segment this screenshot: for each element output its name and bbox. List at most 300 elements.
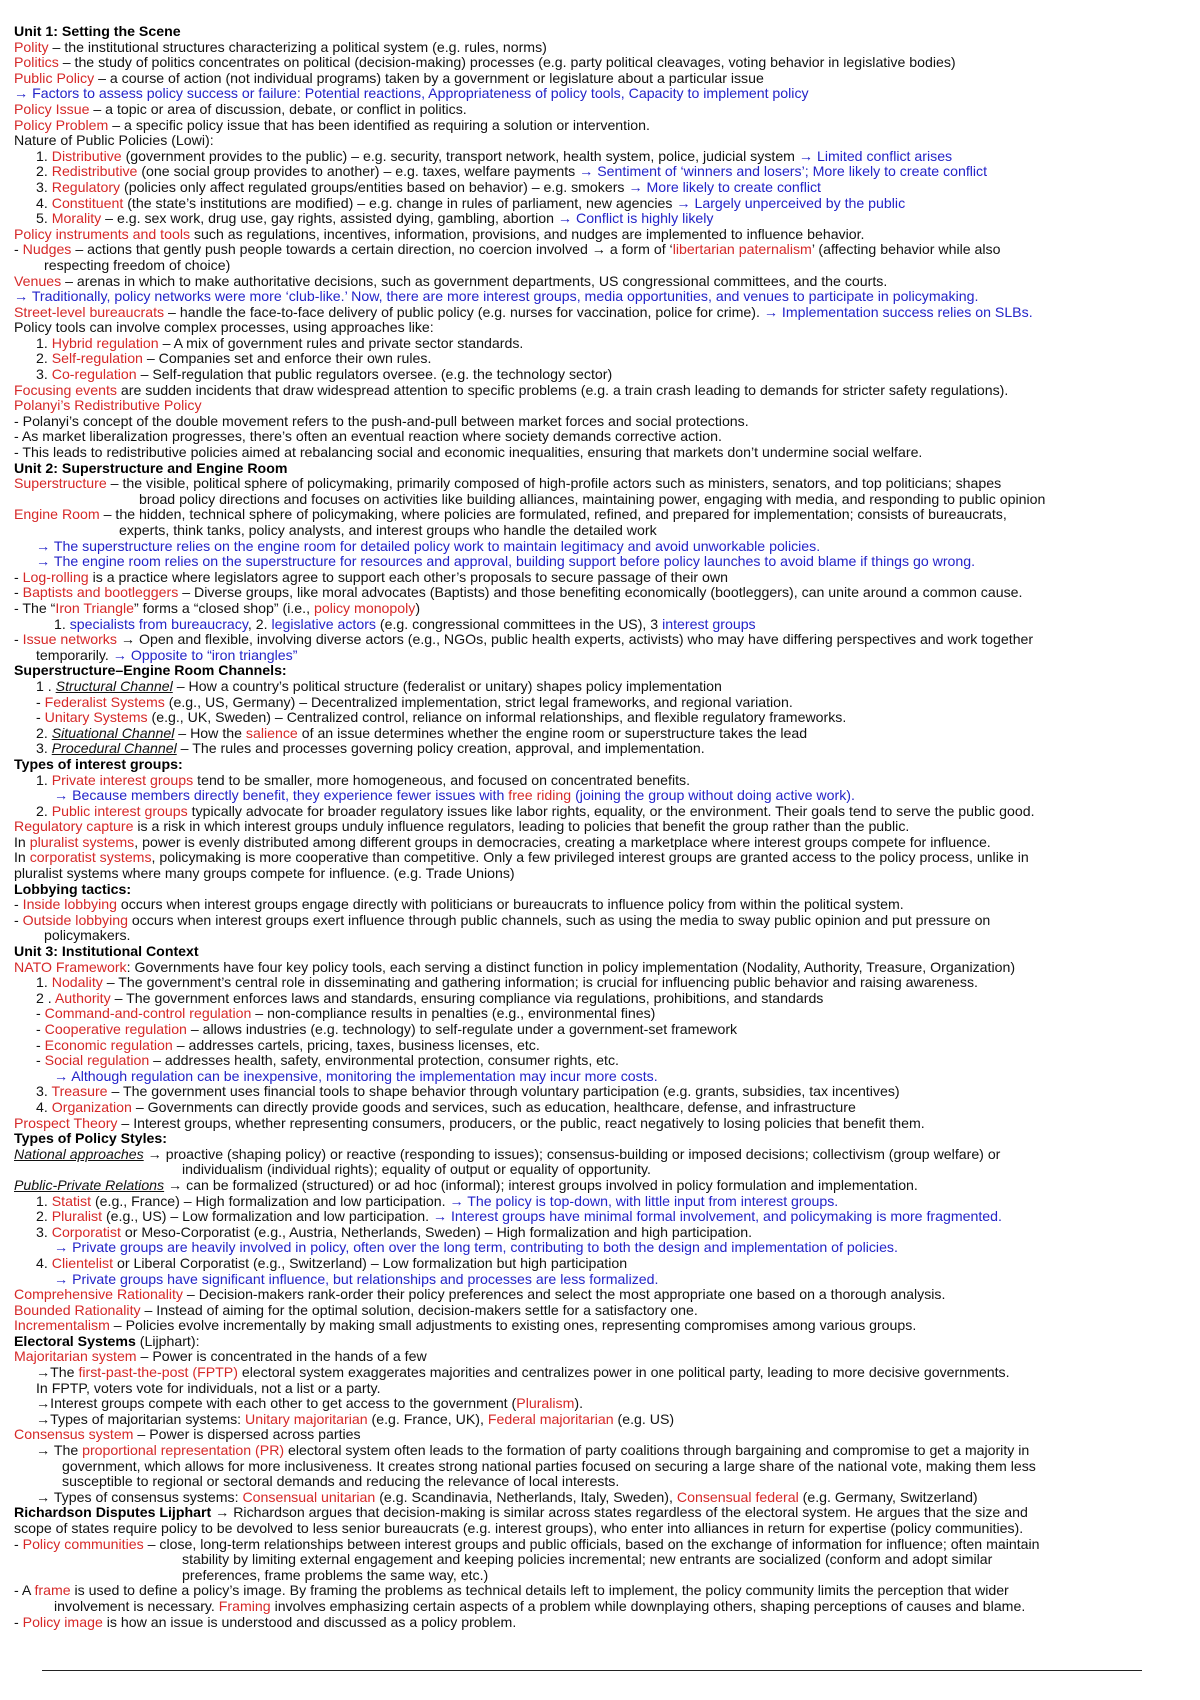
- body-text: Lobbying tactics:: [14, 880, 132, 897]
- note-line: [14, 1100, 1186, 1116]
- body-text: or Meso-Corporatist (e.g., Austria, Netherlands, Sweden) – High formalization and high participation.: [120, 1223, 753, 1240]
- term-text: Consensual federal: [676, 1488, 799, 1505]
- body-text: → proactive (shaping policy) or reactive (responding to issues); consensus-building or imposed decisions; collectivism (group welfare) or: [143, 1145, 1001, 1162]
- term-text: Venues: [14, 272, 62, 289]
- section-heading: [14, 882, 1186, 898]
- body-text: government, which allows for more inclusiveness. It creates strong national parties focused on securing a large share of the national vote, making them less: [62, 1457, 1036, 1474]
- note-line: [14, 523, 1186, 539]
- note-line: [14, 180, 1186, 196]
- term-text: Log-rolling: [22, 568, 89, 585]
- term-text: policy monopoly: [313, 599, 416, 616]
- note-line: [14, 86, 1186, 102]
- note-line: [14, 1240, 1186, 1256]
- body-text: – Governments can directly provide goods and services, such as education, healthcare, defense, and infrastructure: [131, 1098, 856, 1115]
- body-text: – actions that gently push people towards a certain direction, no coercion involved → a form of ‘: [71, 241, 673, 258]
- note-line: [14, 242, 1186, 258]
- body-text: Types of Policy Styles:: [14, 1130, 167, 1147]
- term-text: Superstructure: [14, 475, 107, 492]
- annotation-text: → The policy is top-down, with little input from interest groups.: [449, 1192, 839, 1209]
- note-line: [14, 1162, 1186, 1178]
- body-text: susceptible to regional or sectoral demands and reducing the relevance of local interests.: [62, 1473, 620, 1490]
- term-text: Clientelist: [51, 1254, 114, 1271]
- note-line: [14, 211, 1186, 227]
- body-text: - This leads to redistributive policies aimed at rebalancing social and economic inequalities, ensuring that markets don’t undermine social welfare.: [14, 444, 923, 461]
- body-text: Unit 1: Setting the Scene: [14, 23, 181, 39]
- annotation-text: → Limited conflict arises: [798, 147, 953, 164]
- note-line: [14, 850, 1186, 866]
- note-line: [14, 274, 1186, 290]
- body-text: , 2.: [247, 615, 272, 632]
- note-line: [14, 1365, 1186, 1381]
- body-text: →Types of majoritarian systems:: [36, 1410, 246, 1427]
- body-text: In: [14, 833, 30, 850]
- annotation-text: → Private groups have significant influence, but relationships and processes are less formalized.: [54, 1270, 659, 1287]
- annotation-text: (joining the group without doing active work).: [571, 787, 855, 804]
- note-line: [14, 835, 1186, 851]
- note-line: [14, 1459, 1186, 1475]
- note-line: [14, 102, 1186, 118]
- body-text: → Richardson argues that decision-making is similar across states regardless of the electoral system. He argues that the size and: [211, 1504, 1028, 1521]
- body-text: is how an issue is understood and discussed as a policy problem.: [102, 1613, 517, 1630]
- term-text: Regulatory: [51, 178, 121, 195]
- term-text: Policy image: [22, 1613, 103, 1630]
- body-text: – the hidden, technical sphere of policymaking, where policies are formulated, refined, and prepared for implementation; consists of bureaucrats,: [99, 506, 1007, 523]
- body-text: (e.g. Germany, Switzerland): [798, 1488, 978, 1505]
- underlined-term: Situational Channel: [51, 724, 175, 741]
- body-text: – e.g. sex work, drug use, gay rights, assisted dying, gambling, abortion: [101, 210, 558, 227]
- note-line: [14, 71, 1186, 87]
- body-text: (e.g. congressional committees in the US), 3: [376, 615, 663, 632]
- body-text: 1.: [36, 147, 52, 164]
- body-text: 1.: [36, 974, 52, 991]
- annotation-text: → More likely to create conflict: [628, 178, 821, 195]
- term-text: Federal majoritarian: [487, 1410, 614, 1427]
- body-text: ): [415, 599, 421, 616]
- annotation-text: → Largely unperceived by the public: [676, 194, 906, 211]
- body-text: broad policy directions and focuses on activities like building alliances, maintaining power, engaging with media, and responding to public opinion: [139, 490, 1046, 507]
- note-line: [14, 133, 1186, 149]
- body-text: – How the: [174, 724, 246, 741]
- note-line: [14, 585, 1186, 601]
- body-text: (policies only affect regulated groups/entities based on behavior) – e.g. smokers: [120, 178, 629, 195]
- body-text: 1.: [54, 615, 70, 632]
- term-text: Outside lobbying: [22, 911, 128, 928]
- body-text: electoral system often leads to the formation of party coalitions through bargaining and compromise to get a majority in: [284, 1442, 1030, 1459]
- body-text: – arenas in which to make authoritative decisions, such as government departments, US congressional committees, and the courts.: [61, 272, 888, 289]
- note-line: [14, 710, 1186, 726]
- note-line: [14, 289, 1186, 305]
- body-text: 4.: [36, 1098, 52, 1115]
- body-text: – Power is concentrated in the hands of a few: [136, 1348, 427, 1365]
- body-text: policymakers.: [44, 927, 131, 944]
- body-text: Policy tools can involve complex processes, using approaches like:: [14, 319, 434, 336]
- body-text: typically advocate for broader regulatory issues like labor rights, equality, or the environment. Their goals tend to serve the public good.: [187, 802, 1035, 819]
- body-text: →The: [36, 1364, 79, 1381]
- note-line: [14, 414, 1186, 430]
- body-text: is used to define a policy’s image. By framing the problems as technical details left to implement, the policy community limits the perception that wider: [70, 1582, 1009, 1599]
- note-line: [14, 1209, 1186, 1225]
- term-text: Federalist Systems: [44, 693, 165, 710]
- term-text: Public Policy: [14, 69, 95, 86]
- body-text: involvement is necessary.: [54, 1597, 219, 1614]
- term-text: Politics: [14, 54, 59, 71]
- body-text: (the state’s institutions are modified) – e.g. change in rules of parliament, new agencies: [123, 194, 677, 211]
- body-text: pluralist systems where many groups compete for influence. (e.g. Trade Unions): [14, 865, 515, 882]
- term-text: Distributive: [51, 147, 122, 164]
- term-text: Comprehensive Rationality: [14, 1286, 183, 1303]
- annotation-text: → The engine room relies on the superstructure for resources and approval, building support before policy launches to avoid blame if things go wrong.: [36, 553, 976, 570]
- note-line: [14, 975, 1186, 991]
- body-text: (one social group provides to another) – e.g. taxes, welfare payments: [137, 163, 580, 180]
- term-text: Issue networks: [22, 631, 117, 648]
- body-text: – Instead of aiming for the optimal solution, decision-makers settle for a satisfactory one.: [140, 1301, 698, 1318]
- body-text: – Policies evolve incrementally by making small adjustments to existing ones, representing compromises among various groups.: [109, 1317, 917, 1334]
- body-text: – The government enforces laws and standards, ensuring compliance via regulations, prohibitions, and standards: [110, 989, 824, 1006]
- term-text: Unitary majoritarian: [245, 1410, 368, 1427]
- annotation-text: specialists from bureaucracy: [69, 615, 248, 632]
- note-line: [14, 648, 1186, 664]
- body-text: - A: [14, 1582, 35, 1599]
- body-text: is a practice where legislators agree to support each other’s proposals to secure passage of their own: [88, 568, 728, 585]
- term-text: Policy Problem: [14, 116, 109, 133]
- note-line: [14, 539, 1186, 555]
- term-text: Prospect Theory: [14, 1114, 118, 1131]
- body-text: such as regulations, incentives, information, provisions, and nudges are implemented to influence behavior.: [190, 225, 865, 242]
- body-text: 1.: [36, 334, 52, 351]
- note-line: [14, 913, 1186, 929]
- body-text: → Types of consensus systems:: [36, 1488, 243, 1505]
- body-text: – Self-regulation that public regulators oversee. (e.g. the technology sector): [136, 366, 613, 383]
- annotation-text: → Implementation success relies on SLBs.: [763, 303, 1033, 320]
- note-line: [14, 1412, 1186, 1428]
- body-text: (e.g. Scandinavia, Netherlands, Italy, Sweden),: [375, 1488, 677, 1505]
- body-text: – The rules and processes governing policy creation, approval, and implementation.: [176, 740, 705, 757]
- term-text: pluralist systems: [29, 833, 135, 850]
- note-line: [14, 928, 1186, 944]
- note-line: [14, 1505, 1186, 1521]
- note-line: [14, 1303, 1186, 1319]
- body-text: 3.: [36, 1083, 52, 1100]
- body-text: -: [14, 1535, 23, 1552]
- note-line: [14, 1521, 1186, 1537]
- body-text: -: [36, 1005, 45, 1022]
- body-text: – the visible, political sphere of policymaking, primarily composed of high-profile actors such as ministers, senators, and top politicians; shapes: [106, 475, 1002, 492]
- body-text: In FPTP, voters vote for individuals, not a list or a party.: [36, 1379, 381, 1396]
- body-text: – addresses cartels, pricing, taxes, business licenses, etc.: [172, 1036, 540, 1053]
- note-line: [14, 1147, 1186, 1163]
- note-line: [14, 570, 1186, 586]
- body-text: – allows industries (e.g. technology) to self-regulate under a government-set framework: [186, 1021, 738, 1037]
- bottom-divider: [42, 1670, 1142, 1671]
- note-line: [14, 1443, 1186, 1459]
- note-line: [14, 632, 1186, 648]
- body-text: of an issue determines whether the engine room or superstructure takes the lead: [297, 724, 808, 741]
- note-line: [14, 507, 1186, 523]
- body-text: – Diverse groups, like moral advocates (Baptists) and those benefiting economically (bootleggers), can unite around a common cause.: [178, 584, 1023, 601]
- note-line: [14, 445, 1186, 461]
- body-text: -: [36, 693, 45, 710]
- body-text: – close, long-term relationships between interest groups and public officials, based on the exchange of information for influence; often maintain: [143, 1535, 1040, 1552]
- note-line: [14, 1490, 1186, 1506]
- note-line: [14, 1225, 1186, 1241]
- note-line: [14, 492, 1186, 508]
- body-text: respecting freedom of choice): [44, 256, 231, 273]
- note-line: [14, 1318, 1186, 1334]
- body-text: or Liberal Corporatist (e.g., Switzerland) – Low formalization but high participation: [113, 1254, 628, 1271]
- body-text: -: [14, 568, 23, 585]
- term-text: Nodality: [51, 974, 103, 991]
- body-text: , policymaking is more cooperative than competitive. Only a few privileged interest groups are granted access to the policy process, unlike in: [151, 849, 1029, 866]
- body-text: Types of interest groups:: [14, 755, 183, 772]
- underlined-term: National approaches: [14, 1145, 144, 1162]
- body-text: – a topic or area of discussion, debate, or conflict in politics.: [89, 100, 467, 117]
- note-line: [14, 991, 1186, 1007]
- term-text: Majoritarian system: [14, 1348, 137, 1365]
- annotation-text: → Factors to assess policy success or failure: Potential reactions, Appropriateness of policy tools, Capacity to implement policy: [14, 85, 809, 102]
- note-line: [14, 1116, 1186, 1132]
- body-text: → Open and flexible, involving diverse actors (e.g., NGOs, public health experts, activists) who may have differing perspectives and work together: [116, 631, 1034, 648]
- body-text: is a risk in which interest groups unduly influence regulators, leading to policies that benefit the group rather than the public.: [133, 818, 910, 835]
- term-text: Corporatist: [51, 1223, 121, 1240]
- body-text: : Governments have four key policy tools, each serving a distinct function in policy implementation (Nodality, Authority, Treasure, Organization): [126, 958, 1016, 975]
- note-line: [14, 1474, 1186, 1490]
- body-text: tend to be smaller, more homogeneous, and focused on concentrated benefits.: [193, 771, 691, 788]
- term-text: Co-regulation: [51, 366, 137, 383]
- body-text: – a course of action (not individual programs) taken by a government or legislature about a particular issue: [94, 69, 764, 86]
- body-text: experts, think tanks, policy analysts, and interest groups who handle the detailed work: [119, 522, 657, 538]
- body-text: are sudden incidents that draw widespread attention to specific problems (e.g. a train crash leading to demands for stricter safety regulations).: [116, 381, 1009, 398]
- underlined-term: Public-Private Relations: [14, 1176, 165, 1193]
- section-heading: [14, 757, 1186, 773]
- body-text: – Companies set and enforce their own rules.: [142, 350, 432, 367]
- annotation-text: interest groups: [662, 615, 756, 632]
- note-line: [14, 336, 1186, 352]
- note-line: [14, 1599, 1186, 1615]
- body-text: individualism (individual rights); equality of output or equality of opportunity.: [182, 1161, 651, 1178]
- body-text: 4.: [36, 194, 52, 211]
- note-line: [14, 351, 1186, 367]
- annotation-text: → Conflict is highly likely: [557, 210, 714, 227]
- term-text: Bounded Rationality: [14, 1301, 141, 1318]
- note-line: [14, 804, 1186, 820]
- term-text: Statist: [51, 1192, 92, 1209]
- body-text: – a specific policy issue that has been identified as requiring a solution or intervention.: [108, 116, 650, 133]
- term-text: corporatist systems: [29, 849, 152, 866]
- note-line: [14, 149, 1186, 165]
- body-text: -: [14, 241, 23, 258]
- note-line: [14, 383, 1186, 399]
- body-text: stability by limiting external engagement and keeping policies incremental; new entrants are socialized (conform and adopt similar: [182, 1551, 993, 1568]
- body-text: -: [14, 631, 23, 648]
- body-text: -: [36, 709, 45, 726]
- term-text: libertarian paternalism: [672, 241, 812, 258]
- note-line: [14, 1256, 1186, 1272]
- annotation-text: → Traditionally, policy networks were more ‘club-like.’ Now, there are more interest groups, media opportunities, and venues to participate in policymaking.: [14, 288, 979, 305]
- underlined-term: Procedural Channel: [51, 740, 177, 757]
- body-text: 3.: [36, 366, 52, 383]
- note-line: [14, 1022, 1186, 1038]
- term-text: Unitary Systems: [44, 709, 148, 726]
- note-line: [14, 1396, 1186, 1412]
- term-text: Polanyi’s Redistributive Policy: [14, 397, 202, 414]
- body-text: In: [14, 849, 30, 866]
- body-text: → The: [36, 1442, 83, 1459]
- note-line: [14, 118, 1186, 134]
- term-text: Policy instruments and tools: [14, 225, 191, 242]
- section-heading: [14, 944, 1186, 960]
- note-line: [14, 601, 1186, 617]
- annotation-text: → Interest groups have minimal formal involvement, and policymaking is more fragmented.: [432, 1208, 1002, 1225]
- body-text: -: [14, 1613, 23, 1630]
- body-text: occurs when interest groups exert influence through public channels, such as using the media to sway public opinion and put pressure on: [127, 911, 991, 928]
- body-text: (e.g., US) – Low formalization and low participation.: [102, 1208, 433, 1225]
- note-line: [14, 960, 1186, 976]
- note-line: [14, 40, 1186, 56]
- term-text: Hybrid regulation: [51, 334, 159, 351]
- body-text: 1 .: [36, 677, 56, 694]
- note-line: [14, 1006, 1186, 1022]
- body-text: – The government uses financial tools to shape behavior through voluntary participation (e.g. grants, subsidies, tax incentives): [107, 1083, 900, 1100]
- body-text: 3.: [36, 1223, 52, 1240]
- body-text: ” forms a “closed shop” (i.e.,: [134, 599, 314, 616]
- body-text: – the institutional structures characterizing a political system (e.g. rules, norms): [48, 38, 547, 55]
- term-text: Organization: [51, 1098, 132, 1115]
- note-line: [14, 1381, 1186, 1397]
- term-text: Engine Room: [14, 506, 100, 523]
- body-text: - Polanyi’s concept of the double movement refers to the push-and-pull between market forces and social protections.: [14, 412, 749, 429]
- note-line: [14, 866, 1186, 882]
- body-text: (government provides to the public) – e.g. security, transport network, health system, police, judicial system: [121, 147, 799, 164]
- body-text: 1.: [36, 771, 52, 788]
- term-text: proportional representation (PR): [82, 1442, 285, 1459]
- body-text: 1.: [36, 1192, 52, 1209]
- body-text: -: [14, 584, 23, 601]
- term-text: Street-level bureaucrats: [14, 303, 165, 320]
- body-text: involves emphasizing certain aspects of a problem while downplaying others, shaping perceptions of causes and blame.: [270, 1597, 1026, 1614]
- body-text: Superstructure–Engine Room Channels:: [14, 662, 287, 679]
- body-text: – the study of politics concentrates on political (decision-making) processes (e.g. party political cleavages, voting behavior in legislative bodies): [58, 54, 956, 71]
- body-text: 2.: [36, 163, 52, 180]
- body-text: temporarily.: [36, 646, 113, 663]
- term-text: Social regulation: [44, 1052, 150, 1069]
- note-line: [14, 1069, 1186, 1085]
- note-line: [14, 1568, 1186, 1584]
- body-text: (e.g., France) – High formalization and low participation.: [91, 1192, 450, 1209]
- body-text: (e.g., UK, Sweden) – Centralized control, reliance on informal relationships, and flexible regulatory frameworks.: [147, 709, 847, 726]
- body-text: →Interest groups compete with each other to get access to the government (: [36, 1395, 517, 1412]
- note-line: [14, 1427, 1186, 1443]
- section-heading: [14, 1131, 1186, 1147]
- term-text: Redistributive: [51, 163, 138, 180]
- term-text: Self-regulation: [51, 350, 143, 367]
- note-line: [14, 164, 1186, 180]
- note-line: [14, 1334, 1186, 1350]
- body-text: – addresses health, safety, environmental protection, consumer rights, etc.: [149, 1052, 619, 1069]
- note-line: [14, 1537, 1186, 1553]
- body-text: -: [36, 1036, 45, 1053]
- term-text: Baptists and bootleggers: [22, 584, 179, 601]
- body-text: scope of states require policy to be devolved to less senior bureaucrats (e.g. interest groups), who enter into alliances in return for expertise (policy communities).: [14, 1520, 1024, 1536]
- term-text: Pluralist: [51, 1208, 103, 1225]
- body-text: 2.: [36, 724, 52, 741]
- note-line: [14, 429, 1186, 445]
- term-text: Framing: [218, 1597, 271, 1614]
- body-text: , power is evenly distributed among different groups in democracies, creating a marketplace where interest groups compete for influence.: [134, 833, 991, 850]
- body-text: Nature of Public Policies (Lowi):: [14, 132, 214, 149]
- note-line: [14, 1583, 1186, 1599]
- note-line: [14, 227, 1186, 243]
- annotation-text: → Although regulation can be inexpensive, monitoring the implementation may incur more costs.: [54, 1067, 658, 1084]
- body-text: – Decision-makers rank-order their policy preferences and select the most appropriate one based on a thorough analysis.: [182, 1286, 946, 1303]
- body-text: – Interest groups, whether representing consumers, producers, or the public, react negatively to losing policies that benefit them.: [117, 1114, 925, 1131]
- note-line: [14, 398, 1186, 414]
- annotation-text: → Opposite to “iron triangles”: [112, 646, 298, 663]
- body-text: 3.: [36, 178, 52, 195]
- term-text: Authority: [54, 989, 111, 1006]
- body-text: (e.g. US): [613, 1410, 675, 1427]
- annotation-text: → Because members directly benefit, they experience fewer issues with: [54, 787, 509, 804]
- section-heading: [14, 663, 1186, 679]
- term-text: Focusing events: [14, 381, 117, 398]
- note-line: [14, 55, 1186, 71]
- term-text: frame: [34, 1582, 71, 1599]
- term-text: Cooperative regulation: [44, 1021, 187, 1037]
- body-text: - As market liberalization progresses, there’s often an eventual reaction where society demands corrective action.: [14, 428, 722, 445]
- body-text: – Power is dispersed across parties: [133, 1426, 361, 1443]
- annotation-text: → The superstructure relies on the engine room for detailed policy work to maintain legitimacy and avoid unworkable policies.: [36, 537, 821, 554]
- body-text: -: [14, 896, 23, 913]
- body-text: ).: [574, 1395, 584, 1412]
- note-line: [14, 1053, 1186, 1069]
- body-text: 2.: [36, 350, 52, 367]
- note-line: [14, 1038, 1186, 1054]
- note-line: [14, 1615, 1186, 1631]
- term-text: Polity: [14, 38, 49, 55]
- term-text: Inside lobbying: [22, 896, 117, 913]
- term-text: Pluralism: [516, 1395, 575, 1412]
- body-text: – non-compliance results in penalties (e.g., environmental fines): [251, 1005, 656, 1022]
- bold-label: Electoral Systems: [14, 1332, 136, 1349]
- term-text: Policy Issue: [14, 100, 90, 117]
- note-line: [14, 1349, 1186, 1365]
- body-text: 2 .: [36, 989, 55, 1006]
- body-text: 5.: [36, 210, 52, 227]
- annotation-text: → Private groups are heavily involved in policy, often over the long term, contributing to both the design and implementation of policies.: [54, 1239, 898, 1256]
- section-heading: [14, 461, 1186, 477]
- term-text: Iron Triangle: [55, 599, 134, 616]
- term-text: Policy communities: [22, 1535, 144, 1552]
- body-text: - The “: [14, 599, 56, 616]
- term-text: Nudges: [22, 241, 72, 258]
- note-line: [14, 258, 1186, 274]
- note-line: [14, 617, 1186, 633]
- body-text: 2.: [36, 1208, 52, 1225]
- note-line: [14, 367, 1186, 383]
- note-line: [14, 320, 1186, 336]
- body-text: electoral system exaggerates majorities and centralizes power in one political party, leading to more decisive governments.: [237, 1364, 1010, 1381]
- note-line: [14, 679, 1186, 695]
- body-text: -: [36, 1021, 45, 1037]
- note-line: [14, 1287, 1186, 1303]
- body-text: → can be formalized (structured) or ad hoc (informal); interest groups involved in policy formulation and implementation.: [164, 1176, 918, 1193]
- note-line: [14, 1194, 1186, 1210]
- body-text: -: [14, 911, 23, 928]
- body-text: Unit 3: Institutional Context: [14, 943, 199, 960]
- term-text: Economic regulation: [44, 1036, 173, 1053]
- term-text: free riding: [508, 787, 572, 804]
- underlined-term: Structural Channel: [55, 677, 173, 694]
- section-heading: [14, 24, 1186, 40]
